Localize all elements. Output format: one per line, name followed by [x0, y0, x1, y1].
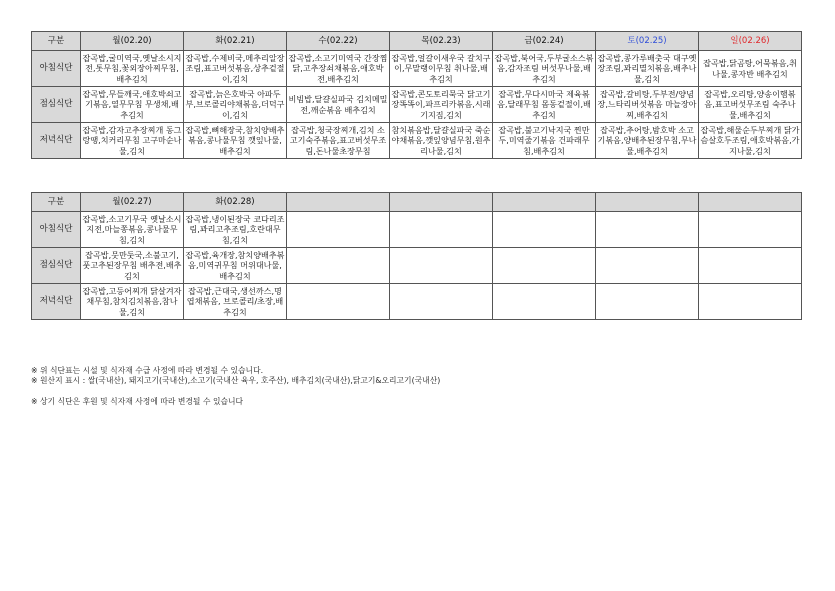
menu-cell: 잡곡밥,뼈해장국,참치양배추볶음,콩나물무침 깻잎나물,배추김치 — [184, 123, 287, 159]
day-header: 월(02.20) — [81, 32, 184, 51]
day-header: 목(02.23) — [390, 32, 493, 51]
menu-cell: 잡곡밥,감자고추장찌개 동그랑땡,치커리무침 고구마순나물,김치 — [81, 123, 184, 159]
note-origin: ※ 원산지 표시 : 쌀(국내산), 돼지고기(국내산),소고기(국내산 육우, 호주산), 배추김치(국내산),닭고기&오리고기(국내산) — [31, 376, 441, 385]
breakfast-row — [32, 51, 802, 87]
menu-cell: 잡곡밥,닭곰탕,어묵볶음,취나물,콩자반 배추김치 — [699, 51, 802, 87]
menu-cell: 잡곡밥,뭇만둣국,소불고기,풋고추된장무침 배추전,배추김치 — [81, 248, 184, 284]
menu-cell — [287, 284, 390, 320]
day-header: 수(02.22) — [287, 32, 390, 51]
week1-menu-table — [31, 31, 802, 159]
menu-cell: 잡곡밥,늙은호박국 아파두부,브로콜리야채볶음,더덕구이,김치 — [184, 87, 287, 123]
note-menu-change: ※ 위 식단표는 시설 및 식자재 수급 사정에 따라 변경될 수 있습니다. — [31, 366, 264, 375]
menu-cell: 비빔밥,달걀실파국 김치메밀전,깨순볶음 배추김치 — [287, 87, 390, 123]
meal-label: 점심식단 — [32, 248, 81, 284]
day-header — [287, 193, 390, 212]
breakfast-row — [32, 212, 802, 248]
menu-cell: 잡곡밥,근대국,생선까스,명엽채볶음, 브로콜리/초장,배추김치 — [184, 284, 287, 320]
menu-cell: 잡곡밥,갈비탕,두부전/양념장,느타리버섯볶음 마늘장아찌,배추김치 — [596, 87, 699, 123]
menu-cell: 잡곡밥,냉이된장국 코다리조림,꽈리고추조림,호란대무침,김치 — [184, 212, 287, 248]
day-header: 화(02.21) — [184, 32, 287, 51]
day-header: 화(02.28) — [184, 193, 287, 212]
menu-cell — [287, 212, 390, 248]
menu-cell: 잡곡밥,굴미역국,옛날소시지전,톳무침,꽃외장아찌무침,배추김치 — [81, 51, 184, 87]
menu-cell: 참치볶음밥,달걀실파국 죽순야채볶음,깻잎양념무침,원추리나물,김치 — [390, 123, 493, 159]
meal-label: 점심식단 — [32, 87, 81, 123]
menu-cell: 잡곡밥,청국장찌개,김치 소고기숙주볶음,표고버섯무조림,돈나물초장무침 — [287, 123, 390, 159]
dinner-row — [32, 123, 802, 159]
menu-cell: 잡곡밥,콩가루배춧국 대구옛장조림,꽈리멸치볶음,배추나물,김치 — [596, 51, 699, 87]
meal-label: 아침식단 — [32, 212, 81, 248]
header-label: 구분 — [32, 32, 81, 51]
menu-cell: 잡곡밥,고등어찌개 닭살겨자채무침,참치김치볶음,참나물,김치 — [81, 284, 184, 320]
menu-cell — [390, 212, 493, 248]
lunch-row — [32, 248, 802, 284]
menu-cell: 잡곡밥,육개장,참치양배추볶음,미역귀무침 머위대나물,배추김치 — [184, 248, 287, 284]
menu-cell: 잡곡밥,얼갈이새우국 갈치구이,무말랭이무침 취나물,배추김치 — [390, 51, 493, 87]
menu-cell: 잡곡밥,해물순두부찌개 닭가슴살호두조림,애호박볶음,가지나물,김치 — [699, 123, 802, 159]
day-header — [493, 193, 596, 212]
day-header: 일(02.26) — [699, 32, 802, 51]
menu-cell: 잡곡밥,무들깨국,애호박쇠고기볶음,열무무침 무생채,배추김치 — [81, 87, 184, 123]
menu-cell: 잡곡밥,추어탕,밤호박 소고기볶음,양배추된장무침,무나물,배추김치 — [596, 123, 699, 159]
menu-cell — [493, 248, 596, 284]
menu-cell — [699, 284, 802, 320]
dinner-row — [32, 284, 802, 320]
menu-cell — [493, 284, 596, 320]
day-header: 금(02.24) — [493, 32, 596, 51]
day-header — [390, 193, 493, 212]
week2-menu-table — [31, 192, 802, 320]
menu-cell: 잡곡밥,불고기낙지국 찐만두,미역줄기볶음 건파래무침,배추김치 — [493, 123, 596, 159]
menu-cell: 잡곡밥,콘도토리묵국 닭고기장똑똑이,파프리카볶음,시래기지짐,김치 — [390, 87, 493, 123]
menu-cell: 잡곡밥,소고기무국 옛날소시지전,마늘쫑볶음,콩나물무침,김치 — [81, 212, 184, 248]
menu-cell — [596, 212, 699, 248]
menu-cell: 잡곡밥,오리탕,양송이햄볶음,표고버섯무조림 숙주나물,배추김치 — [699, 87, 802, 123]
lunch-row — [32, 87, 802, 123]
day-header — [699, 193, 802, 212]
menu-cell — [390, 284, 493, 320]
menu-cell — [287, 248, 390, 284]
note-donation: ※ 상기 식단은 후원 및 식자재 사정에 따라 변경될 수 있습니다 — [31, 397, 244, 406]
day-header: 토(02.25) — [596, 32, 699, 51]
menu-cell: 잡곡밥,소고기미역국 간장찜닭,고추장쇠채볶음,애호박전,배추김치 — [287, 51, 390, 87]
day-header — [596, 193, 699, 212]
header-label: 구분 — [32, 193, 81, 212]
menu-cell: 잡곡밥,북어국,두부굴소스볶음,감자조림 버섯무나물,배추김치 — [493, 51, 596, 87]
menu-cell — [596, 284, 699, 320]
menu-cell: 잡곡밥,무다시마국 제육볶음,달래무침 몸동겉절이,배추김치 — [493, 87, 596, 123]
meal-label: 저녁식단 — [32, 284, 81, 320]
week2-header-row — [32, 193, 802, 212]
menu-cell — [390, 248, 493, 284]
day-header: 월(02.27) — [81, 193, 184, 212]
menu-cell — [699, 212, 802, 248]
meal-label: 저녁식단 — [32, 123, 81, 159]
week1-header-row — [32, 32, 802, 51]
menu-cell — [493, 212, 596, 248]
menu-cell — [699, 248, 802, 284]
menu-cell: 잡곡밥,수제비국,메추리알장조림,표고버섯볶음,상추겉절이,김치 — [184, 51, 287, 87]
menu-cell — [596, 248, 699, 284]
meal-label: 아침식단 — [32, 51, 81, 87]
